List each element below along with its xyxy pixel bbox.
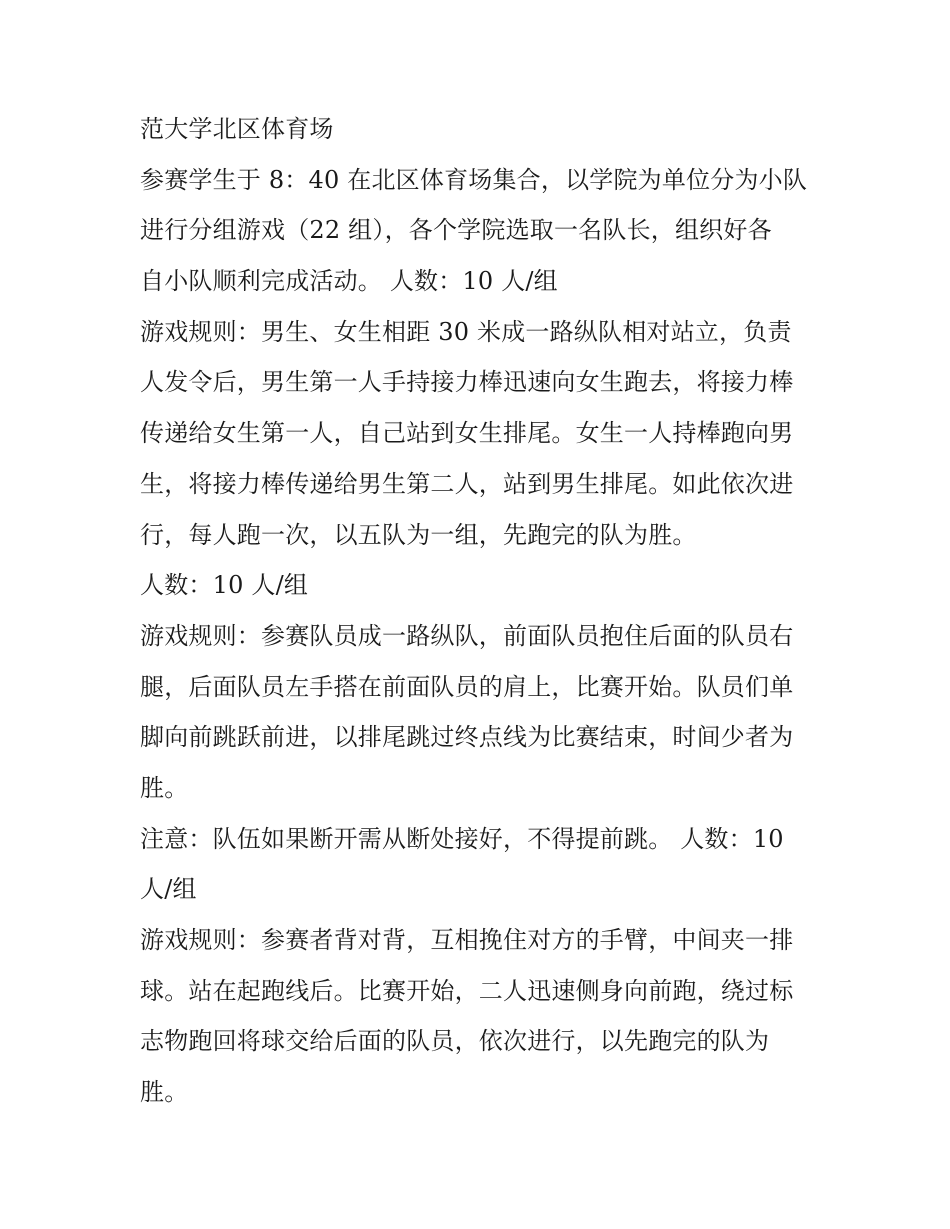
text-line: 游戏规则：男生、女生相距 30 米成一路纵队相对站立，负责	[140, 317, 792, 346]
text-line: 范大学北区体育场	[140, 115, 334, 143]
paragraph-relay-rules	[140, 307, 812, 560]
text-line: 生，将接力棒传递给男生第二人，站到男生排尾。如此依次进	[140, 469, 794, 498]
paragraph-venue	[140, 104, 812, 155]
text-line: 胜。	[140, 773, 189, 802]
text-line: 腿，后面队员左手搭在前面队员的肩上，比赛开始。队员们单	[140, 672, 794, 701]
text-line: 参赛学生于 8：40 在北区体育场集合，以学院为单位分为小队	[140, 165, 808, 194]
text-line: 注意：队伍如果断开需从断处接好，不得提前跳。 人数：10	[140, 824, 784, 853]
text-line: 人/组	[140, 875, 197, 904]
paragraph-hop-rules	[140, 611, 812, 814]
text-line: 胜。	[140, 1078, 189, 1107]
paragraph-notice	[140, 814, 812, 915]
document-body	[140, 104, 812, 1118]
text-line: 球。站在起跑线后。比赛开始，二人迅速侧身向前跑，绕过标	[140, 976, 794, 1005]
text-line: 自小队顺利完成活动。 人数：10 人/组	[140, 267, 558, 296]
paragraph-ball-rules	[140, 915, 812, 1118]
text-line: 脚向前跳跃前进，以排尾跳过终点线为比赛结束，时间少者为	[140, 723, 794, 752]
text-line: 人发令后，男生第一人手持接力棒迅速向女生跑去，将接力棒	[140, 368, 794, 397]
text-line: 志物跑回将球交给后面的队员，依次进行，以先跑完的队为	[140, 1027, 770, 1056]
text-line: 传递给女生第一人，自己站到女生排尾。女生一人持棒跑向男	[140, 419, 794, 448]
text-line: 游戏规则：参赛队员成一路纵队，前面队员抱住后面的队员右	[140, 621, 794, 650]
text-line: 人数：10 人/组	[140, 571, 309, 600]
text-line: 进行分组游戏（22 组），各个学院选取一名队长，组织好各	[140, 216, 772, 245]
paragraph-headcount	[140, 560, 812, 611]
text-line: 行，每人跑一次，以五队为一组，先跑完的队为胜。	[140, 520, 697, 549]
paragraph-assembly	[140, 155, 812, 307]
text-line: 游戏规则：参赛者背对背，互相挽住对方的手臂，中间夹一排	[140, 926, 794, 954]
